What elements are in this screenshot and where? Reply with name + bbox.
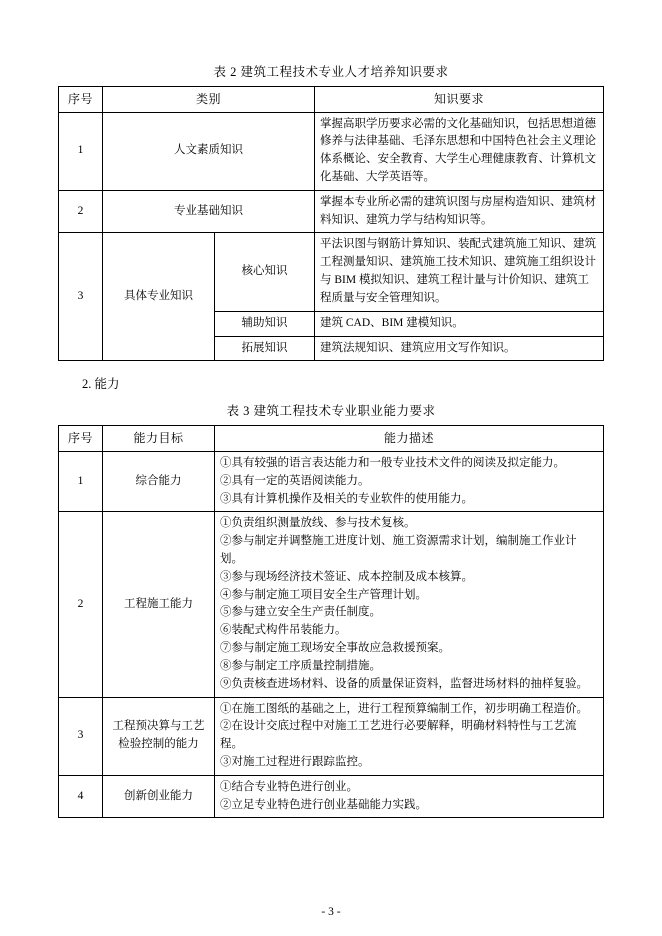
- table2-row3-content1: 平法识图与钢筋计算知识、装配式建筑施工知识、建筑工程测量知识、建筑施工技术知识、建筑施工组织设计与 BIM 模拟知识、建筑工程计量与计价知识、建筑工程质量与安全管理知识。: [315, 233, 604, 311]
- list-item: ②参与制定并调整施工进度计划、施工资源需求计划，编制施工作业计划。: [220, 535, 577, 565]
- section-heading-ability: 2. 能力: [82, 377, 120, 392]
- table-row: [59, 512, 604, 697]
- table-row: [59, 697, 604, 775]
- table-row: [59, 451, 604, 511]
- table3-row2-desc: [215, 512, 604, 697]
- list-item: ②在设计交底过程中对施工工艺进行必要解释，明确材料特性与工艺流程。: [220, 720, 577, 751]
- list-item: ⑨负责核查进场材料、设备的质量保证资料，监督进场材料的抽样复验。: [220, 677, 588, 690]
- table2-row2-category: 专业基础知识: [103, 190, 315, 233]
- table3-row1-goal: 综合能力: [103, 451, 215, 511]
- table2-row3-sub1: 核心知识: [215, 233, 315, 311]
- list-item: ⑥装配式构件吊装能力。: [220, 624, 347, 637]
- table2-header-no: 序号: [59, 87, 103, 113]
- table3-header-desc: 能力描述: [215, 426, 604, 452]
- table-row: [59, 775, 604, 818]
- table2-row2-content: 掌握本专业所必需的建筑识图与房屋构造知识、建筑材料知识、建筑力学与结构知识等。: [315, 190, 604, 233]
- table2-row1-no: 1: [59, 112, 103, 190]
- table2-row1-category: 人文素质知识: [103, 112, 315, 190]
- list-item: ②具有一定的英语阅读能力。: [220, 474, 370, 487]
- table-row: [59, 190, 604, 233]
- table3-header-no: 序号: [59, 426, 103, 452]
- table3-row3-goal: 工程预决算与工艺检验控制的能力: [103, 697, 215, 775]
- table2-row3-sub3: 拓展知识: [215, 336, 315, 361]
- table2-header-content: 知识要求: [315, 87, 604, 113]
- table3-header-goal: 能力目标: [103, 426, 215, 452]
- table2-row3-content3: 建筑法规知识、建筑应用文写作知识。: [315, 336, 604, 361]
- table-header-row: [59, 87, 604, 113]
- list-item: ①结合专业特色进行创业。: [220, 780, 358, 793]
- table2-caption: 表 2 建筑工程技术专业人才培养知识要求: [213, 65, 449, 79]
- list-item: ⑧参与制定工序质量控制措施。: [220, 659, 381, 672]
- list-item: ③参与现场经济技术签证、成本控制及成本核算。: [220, 570, 473, 583]
- table3-row4-no: 4: [59, 775, 103, 818]
- table3-row4-goal: 创新创业能力: [103, 775, 215, 818]
- table-header-row: [59, 426, 604, 452]
- page-footer: - 3 -: [321, 906, 341, 918]
- list-item: ⑤参与建立安全生产责任制度。: [220, 606, 381, 619]
- table3-row4-desc: [215, 775, 604, 818]
- table3-row1-desc: [215, 451, 604, 511]
- list-item: ②立足专业特色进行创业基础能力实践。: [220, 798, 427, 811]
- ability-requirements-table: [58, 425, 604, 818]
- list-item: ①负责组织测量放线、参与技术复核。: [220, 517, 416, 530]
- table3-row3-desc: [215, 697, 604, 775]
- table2-row3-sub2: 辅助知识: [215, 311, 315, 336]
- list-item: ④参与制定施工项目安全生产管理计划。: [220, 588, 427, 601]
- knowledge-requirements-table: [58, 86, 604, 361]
- table-row: [59, 112, 604, 190]
- table3-caption: 表 3 建筑工程技术专业职业能力要求: [226, 404, 436, 419]
- list-item: ③对施工过程进行跟踪监控。: [220, 755, 370, 768]
- table3-row3-no: 3: [59, 697, 103, 775]
- table3-row1-no: 1: [59, 451, 103, 511]
- table2-row3-content2: 建筑 CAD、BIM 建模知识。: [315, 311, 604, 336]
- table2-row1-content: 掌握高职学历要求必需的文化基础知识，包括思想道德修养与法律基础、毛泽东思想和中国特色社会主义理论体系概论、安全教育、大学生心理健康教育、计算机文化基础、大学英语等。: [315, 112, 604, 190]
- table2-row2-no: 2: [59, 190, 103, 233]
- list-item: ①在施工图纸的基础之上，进行工程预算编制工作，初步明确工程造价。: [220, 702, 588, 715]
- table2-header-category: 类别: [103, 87, 315, 113]
- list-item: ③具有计算机操作及相关的专业软件的使用能力。: [220, 492, 473, 505]
- table2-row3-category: 具体专业知识: [103, 233, 215, 361]
- table2-row3-no: 3: [59, 233, 103, 361]
- list-item: ①具有较强的语言表达能力和一般专业技术文件的阅读及拟定能力。: [220, 456, 565, 469]
- table3-row2-goal: 工程施工能力: [103, 512, 215, 697]
- table3-row2-no: 2: [59, 512, 103, 697]
- list-item: ⑦参与制定施工现场安全事故应急救援预案。: [220, 642, 450, 655]
- table-row: [59, 233, 604, 311]
